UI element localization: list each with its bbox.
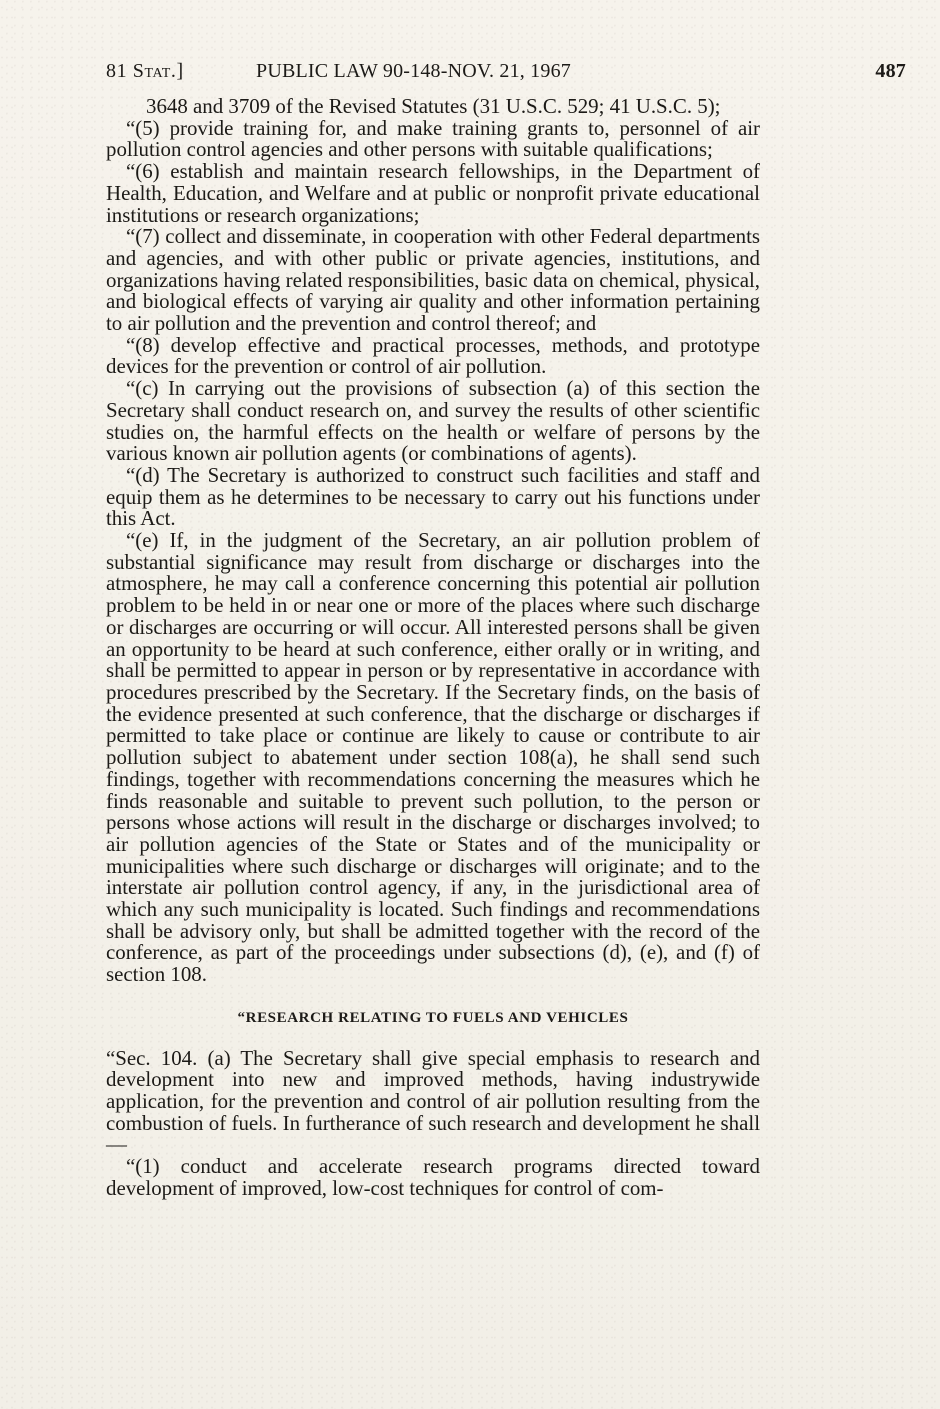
item-6-paragraph: “(6) establish and maintain research fellowships, in the Department of Health, Education, and Welfare and at public or nonprofit private educational institutions or research organizations;	[106, 159, 760, 227]
subsection-c-paragraph: “(c) In carrying out the provisions of subsection (a) of this section the Secretary shall conduct research on, and survey the results of other scientific studies on, the harmful effects on the health or welfare of persons by the various known air pollution agents (or combinations of agents).	[106, 376, 760, 466]
continuation-paragraph: 3648 and 3709 of the Revised Statutes (31 U.S.C. 529; 41 U.S.C. 5);	[146, 94, 721, 118]
page-number: 487	[875, 60, 906, 82]
item-5-paragraph: “(5) provide training for, and make training grants to, personnel of air pollution control agencies and other persons with suitable qualifications;	[106, 115, 760, 162]
running-header	[106, 60, 906, 88]
section-104-paragraph: “Sec. 104. (a) The Secretary shall give special emphasis to research and development into new and improved methods, having industrywide application, for the prevention and control of air pollution resulting from the combustion of fuels. In furtherance of such research and development he shall—	[106, 1045, 760, 1157]
page-body	[106, 96, 760, 1199]
item-8-paragraph: “(8) develop effective and practical processes, methods, and prototype devices for the prevention or control of air pollution.	[106, 332, 760, 379]
item-1-paragraph: “(1) conduct and accelerate research programs directed toward development of improved, low-cost techniques for control of com-	[106, 1154, 760, 1200]
statute-reference: 81 Stat.]	[106, 60, 184, 82]
public-law-title: PUBLIC LAW 90-148-NOV. 21, 1967	[256, 60, 571, 82]
subsection-e-paragraph: “(e) If, in the judgment of the Secretary, an air pollution problem of substantial significance may result from discharge or discharges into the atmosphere, he may call a conference concerning this potential air pollution problem to be held in or near one or more of the places where such discharge or discharges are occurring or will occur. All interested persons shall be given an opportunity to be heard at such conference, either orally or in writing, and shall be permitted to appear in person or by representative in accordance with procedures prescribed by the Secretary. If the Secretary finds, on the basis of the evidence presented at such conference, that the discharge or discharges if permitted to take place or continue are likely to cause or contribute to air pollution subject to abatement under section 108(a), he shall send such findings, together with recommendations concerning the measures which he finds reasonable and suitable to prevent such pollution, to the person or persons whose actions will result in the discharge or discharges involved; to air pollution agencies of the State or States and of the municipality or municipalities where such discharge or discharges will originate; and to the interstate air pollution control agency, if any, in the jurisdictional area of which any such municipality is located. Such findings and recommendations shall be advisory only, but shall be admitted together with the record of the conference, as part of the proceedings under subsections (d), (e), and (f) of section 108.	[106, 528, 760, 987]
subsection-d-paragraph: “(d) The Secretary is authorized to construct such facilities and staff and equip them as he determines to be necessary to carry out his functions under this Act.	[106, 462, 760, 531]
section-heading: “RESEARCH RELATING TO FUELS AND VEHICLES	[237, 1009, 629, 1026]
item-7-paragraph: “(7) collect and disseminate, in cooperation with other Federal departments and agencies, and with other public or private agencies, institutions, and organizations having related responsibilities, basic data on chemical, physical, and biological effects of varying air quality and other information pertaining to air pollution and the prevention and control thereof; and	[106, 224, 760, 336]
